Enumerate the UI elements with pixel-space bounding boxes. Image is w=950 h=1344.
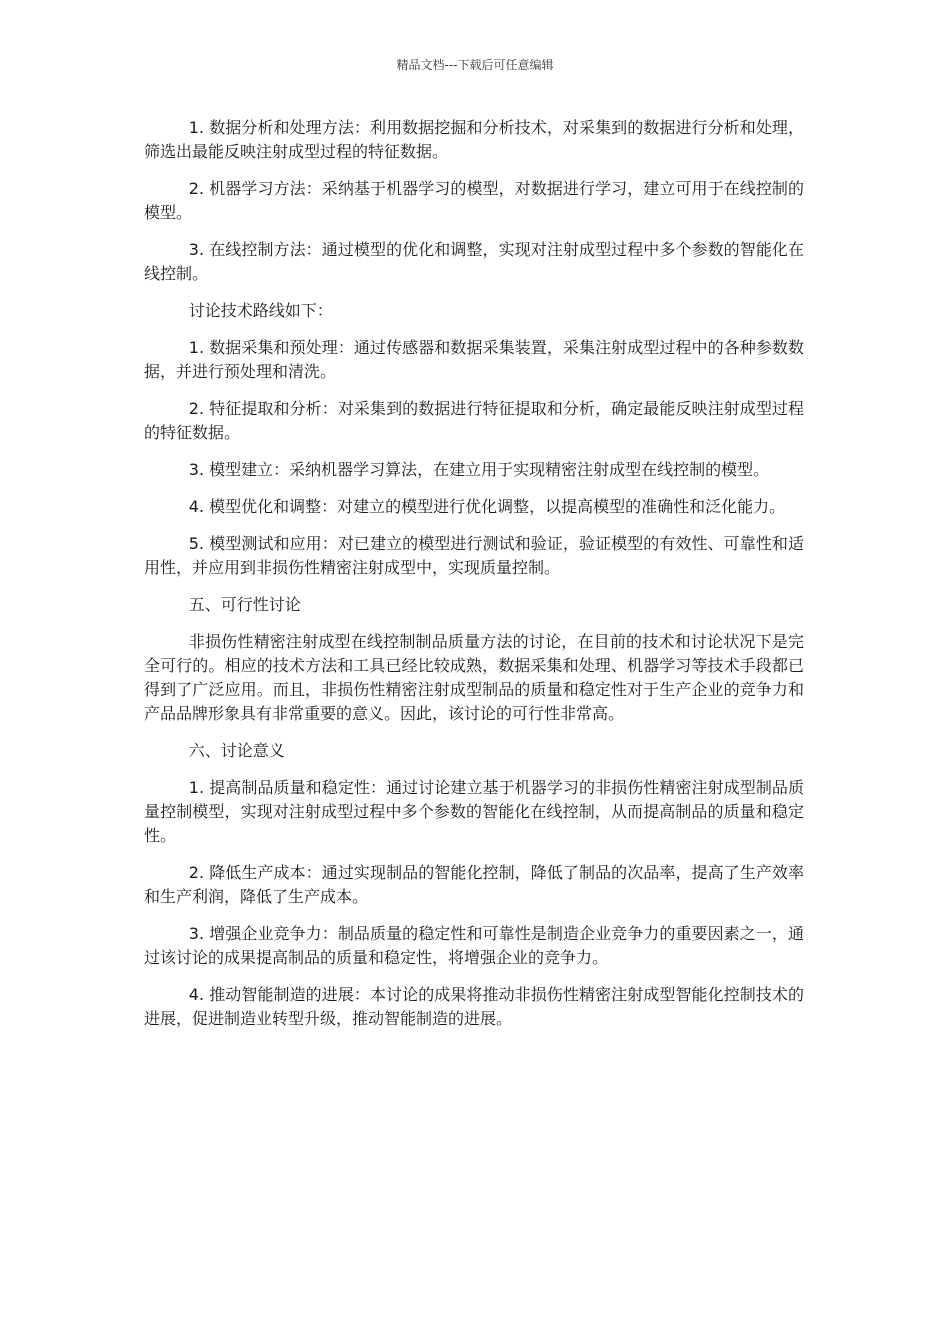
significance-item-cost: 2. 降低生产成本：通过实现制品的智能化控制，降低了制品的次品率，提高了生产效率和生产利润，降低了生产成本。	[144, 863, 804, 906]
route-item-model-building: 3. 模型建立：采纳机器学习算法，在建立用于实现精密注射成型在线控制的模型。	[188, 460, 770, 479]
route-item-model-testing: 5. 模型测试和应用：对已建立的模型进行测试和验证，验证模型的有效性、可靠性和适用性，并应用到非损伤性精密注射成型中，实现质量控制。	[144, 534, 804, 577]
technical-route-intro: 讨论技术路线如下：	[188, 301, 333, 320]
list-item-machine-learning: 2. 机器学习方法：采纳基于机器学习的模型，对数据进行学习，建立可用于在线控制的模型。	[144, 179, 804, 222]
route-item-model-optimization: 4. 模型优化和调整：对建立的模型进行优化调整，以提高模型的准确性和泛化能力。	[188, 497, 786, 516]
feasibility-paragraph: 非损伤性精密注射成型在线控制制品质量方法的讨论，在目前的技术和讨论状况下是完全可行的。相应的技术方法和工具已经比较成熟，数据采集和处理、机器学习等技术手段都已得到了广泛应用。而且，非损伤性精密注射成型制品的质量和稳定性对于生产企业的竞争力和产品品牌形象具有非常重要的意义。因此，该讨论的可行性非常高。	[144, 632, 804, 723]
document-body	[144, 116, 804, 1044]
page-header: 精品文档---下载后可任意编辑	[396, 58, 554, 72]
section-heading-significance: 六、讨论意义	[188, 741, 285, 760]
route-item-data-collection: 1. 数据采集和预处理：通过传感器和数据采集装置，采集注射成型过程中的各种参数数据，并进行预处理和清洗。	[144, 338, 804, 381]
section-heading-feasibility: 五、可行性讨论	[188, 595, 301, 614]
significance-item-smart-manufacturing: 4. 推动智能制造的进展：本讨论的成果将推动非损伤性精密注射成型智能化控制技术的进展，促进制造业转型升级，推动智能制造的进展。	[144, 985, 804, 1028]
significance-item-quality: 1. 提高制品质量和稳定性：通过讨论建立基于机器学习的非损伤性精密注射成型制品质量控制模型，实现对注射成型过程中多个参数的智能化在线控制，从而提高制品的质量和稳定性。	[144, 778, 804, 845]
route-item-feature-extraction: 2. 特征提取和分析：对采集到的数据进行特征提取和分析，确定最能反映注射成型过程的特征数据。	[144, 399, 804, 442]
list-item-data-analysis: 1. 数据分析和处理方法：利用数据挖掘和分析技术，对采集到的数据进行分析和处理，筛选出最能反映注射成型过程的特征数据。	[144, 118, 804, 161]
significance-item-competitiveness: 3. 增强企业竞争力：制品质量的稳定性和可靠性是制造企业竞争力的重要因素之一，通过该讨论的成果提高制品的质量和稳定性，将增强企业的竞争力。	[144, 924, 804, 967]
list-item-online-control: 3. 在线控制方法：通过模型的优化和调整，实现对注射成型过程中多个参数的智能化在线控制。	[144, 240, 804, 283]
